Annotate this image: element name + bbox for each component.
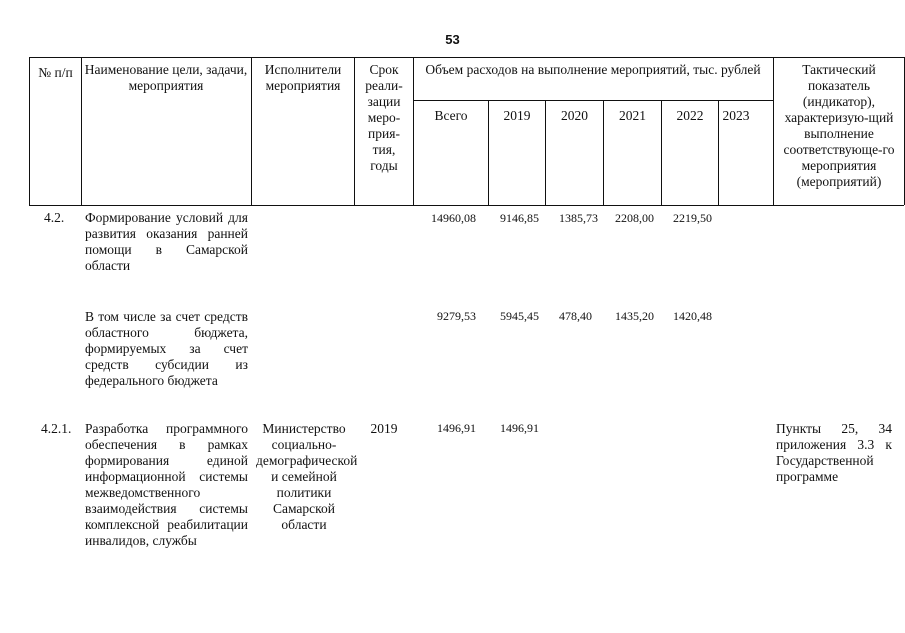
header-executor: Исполнители мероприятия <box>264 62 342 93</box>
row-name: Формирование условий для развития оказания ранней помощи в Самарской области <box>85 210 248 273</box>
header-total: Всего <box>434 108 468 123</box>
grid-line <box>354 57 355 205</box>
row-2019: 5945,45 <box>500 309 539 323</box>
row-executor: Министерство социально-демографической и семейной политики Самарской области <box>256 421 358 532</box>
row-total: 14960,08 <box>431 211 476 225</box>
row-indicator: Пункты 25, 34 приложения 3.3 к Государственной программе <box>776 421 892 484</box>
row-total: 1496,91 <box>437 421 476 435</box>
header-name: Наименование цели, задачи, мероприятия <box>84 62 248 93</box>
row-2022: 2219,50 <box>673 211 712 225</box>
header-no: № п/п <box>38 65 73 80</box>
row-number: 4.2. <box>44 210 65 225</box>
row-total: 9279,53 <box>437 309 476 323</box>
grid-line <box>413 57 414 205</box>
row-2021: 2208,00 <box>615 211 654 225</box>
row-2021: 1435,20 <box>615 309 654 323</box>
row-2022: 1420,48 <box>673 309 712 323</box>
row-term: 2019 <box>370 421 398 436</box>
grid-line <box>251 57 252 205</box>
row-2019: 1496,91 <box>500 421 539 435</box>
row-2020: 478,40 <box>559 309 592 323</box>
grid-line <box>773 57 774 205</box>
header-term: Срок реали-зации меро-прия-тия, годы <box>365 62 403 173</box>
header-indicator: Тактический показатель (индикатор), характеризую-щий выполнение соответствующе-го мероприятия (мероприятий) <box>783 62 895 189</box>
header-volume: Объем расходов на выполнение мероприятий, тыс. рублей <box>425 62 761 77</box>
row-name: В том числе за счет средств областного бюджета, формируемых за счет средств субсидии из федерального бюджета <box>85 309 248 388</box>
grid-line <box>81 57 82 205</box>
row-2020: 1385,73 <box>559 211 598 225</box>
row-name: Разработка программного обеспечения в рамках формирования единой информационной системы межведомственного взаимодействия системы комплексной реабилитации инвалидов, службы <box>85 421 248 548</box>
row-2019: 9146,85 <box>500 211 539 225</box>
header-divider <box>413 100 773 101</box>
header-year-2019: 2019 <box>503 108 531 123</box>
header-year-2022: 2022 <box>676 108 704 123</box>
header-year-2023: 2023 <box>722 108 750 123</box>
page-number: 53 <box>445 32 460 47</box>
header-year-2021: 2021 <box>619 108 646 123</box>
row-number: 4.2.1. <box>41 421 72 436</box>
header-year-2020: 2020 <box>561 108 588 123</box>
